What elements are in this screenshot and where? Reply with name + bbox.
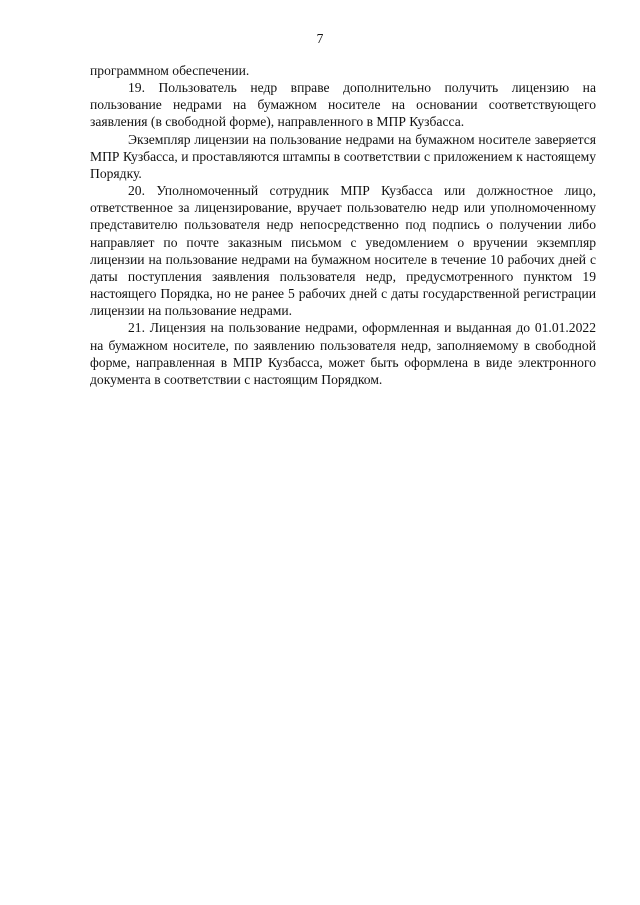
paragraph-item-19: 19. Пользователь недр вправе дополнительно получить лицензию на пользование недрами на бумажном носителе на основании соответствующего заявления (в свободной форме), направленного в МПР Кузбасса. xyxy=(90,80,596,130)
document-body xyxy=(90,62,596,388)
paragraph-item-20: 20. Уполномоченный сотрудник МПР Кузбасса или должностное лицо, ответственное за лицензирование, вручает пользователю недр или уполномоченному представителю пользователя недр непосредственно под подпись о получении либо направляет по почте заказным письмом с уведомлением о вручении экземпляр лицензии на пользование недрами на бумажном носителе в течение 10 рабочих дней с даты поступления заявления пользователя недр, предусмотренного пунктом 19 настоящего Порядка, но не ранее 5 рабочих дней с даты государственной регистрации лицензии на пользование недрами. xyxy=(90,183,596,319)
paragraph-continuation: программном обеспечении. xyxy=(90,63,250,78)
paragraph-license-copy: Экземпляр лицензии на пользование недрами на бумажном носителе заверяется МПР Кузбасса, и проставляются штампы в соответствии с приложением к настоящему Порядку. xyxy=(90,131,596,181)
page-number: 7 xyxy=(316,31,324,46)
paragraph-item-21: 21. Лицензия на пользование недрами, оформленная и выданная до 01.01.2022 на бумажном носителе, по заявлению пользователя недр, заполняемому в свободной форме, направленная в МПР Кузбасса, может быть оформлена в виде электронного документа в соответствии с настоящим Порядком. xyxy=(90,320,596,387)
